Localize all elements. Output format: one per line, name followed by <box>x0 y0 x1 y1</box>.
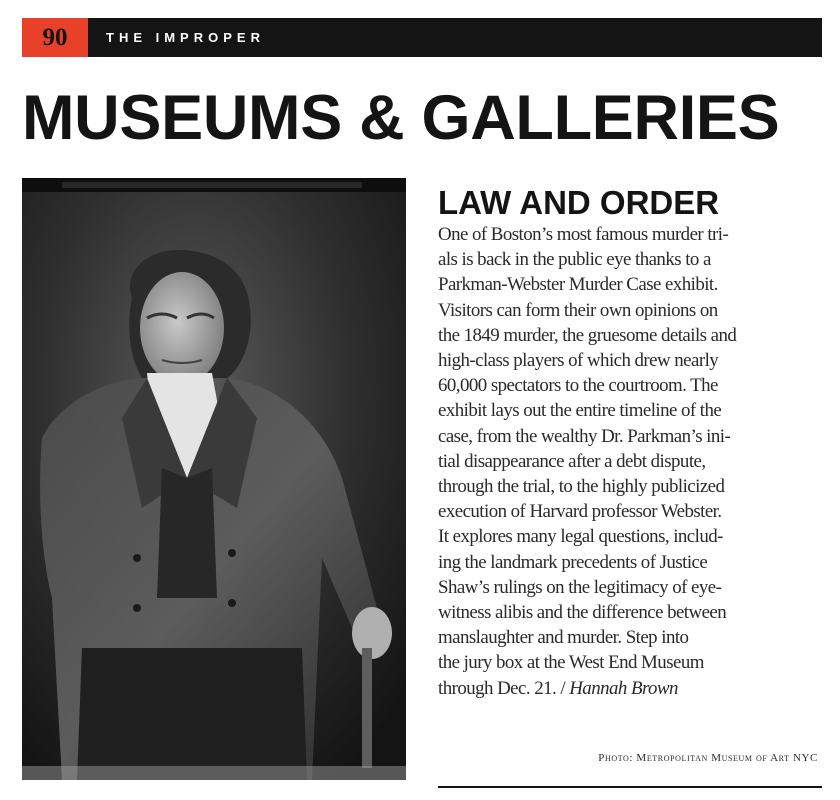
photo-credit-text: Photo: Metropolitan Museum of Art NYC <box>598 752 818 764</box>
article-line: high-class players of which drew nearly <box>438 350 719 372</box>
article-title: LAW AND ORDER <box>438 184 720 221</box>
article-line: through the trial, to the highly publicized <box>438 476 725 498</box>
article-last-line <box>438 676 833 701</box>
article-line: Parkman-Webster Murder Case exhibit. <box>438 274 718 296</box>
article-line: Visitors can form their own opinions on <box>438 299 718 321</box>
article-last-line-text: through Dec. 21. <box>438 677 557 699</box>
portrait-photo <box>22 178 406 780</box>
article-line: the 1849 murder, the gruesome details and <box>438 324 737 346</box>
header-bar <box>22 18 822 57</box>
byline-separator: / <box>556 677 570 699</box>
article-line: case, from the wealthy Dr. Parkman’s ini- <box>438 425 731 447</box>
article-line: exhibit lays out the entire timeline of the <box>438 400 722 422</box>
article-line: It explores many legal questions, includ- <box>438 526 723 548</box>
article-line: tial disappearance after a debt dispute, <box>438 450 706 472</box>
article-line: manslaughter and murder. Step into <box>438 627 689 649</box>
article-body <box>438 222 833 701</box>
article-line: ing the landmark precedents of Justice <box>438 551 708 573</box>
bottom-rule <box>438 786 822 788</box>
article-line: witness alibis and the difference between <box>438 602 727 624</box>
article-line: 60,000 spectators to the courtroom. The <box>438 375 718 397</box>
photo-credit <box>598 752 818 764</box>
page-number: 90 <box>22 18 88 57</box>
article-line: One of Boston’s most famous murder tri- <box>438 224 729 245</box>
byline: Hannah Brown <box>569 677 678 699</box>
publication-name: THE IMPROPER <box>106 30 265 45</box>
article-line: Shaw’s rulings on the legitimacy of eye- <box>438 576 722 598</box>
section-title: MUSEUMS & GALLERIES <box>22 83 780 153</box>
article-line: execution of Harvard professor Webster. <box>438 501 722 523</box>
article-line: the jury box at the West End Museum <box>438 652 704 674</box>
article-line: als is back in the public eye thanks to a <box>438 249 711 271</box>
